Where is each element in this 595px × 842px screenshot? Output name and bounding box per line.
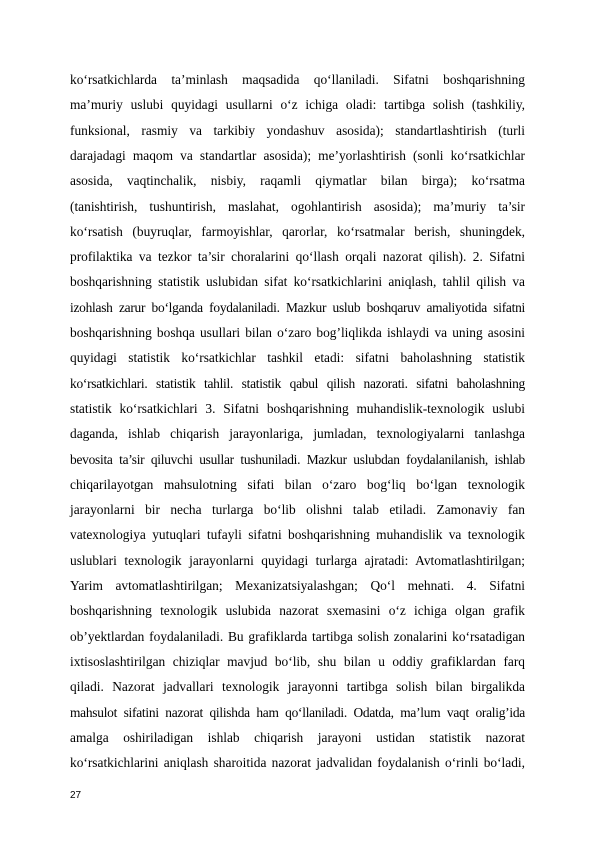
text-line: ko‘rsatish (buyruqlar, farmoyishlar, qarorlar, ko‘rsatmalar berish, shuningdek, (70, 223, 525, 239)
text-line: amalga oshiriladigan ishlab chiqarish jarayoni ustidan statistik nazorat (70, 729, 525, 745)
text-line: funksional, rasmiy va tarkibiy yondashuv asosida); standartlashtirish (turli (70, 122, 525, 138)
text-line: quyidagi statistik ko‘rsatkichlar tashkil etadi: sifatni baholashning statistik (70, 350, 525, 366)
text-line: chiqarilayotgan mahsulotning sifati bilan o‘zaro bog‘liq bo‘lgan texnologik (70, 476, 525, 492)
text-line: izohlash zarur bo‘lganda foydalaniladi. Mazkur uslub boshqaruv amaliyotida sifatni (70, 299, 525, 315)
page-number: 27 (70, 790, 82, 801)
text-line: vatexnologiya yutuqlari tufayli sifatni boshqarishning muhandislik va texnologik (70, 527, 525, 543)
text-line: statistik ko‘rsatkichlari 3. Sifatni boshqarishning muhandislik-texnologik uslubi (70, 400, 525, 416)
text-line: ko‘rsatkichlarini aniqlash sharoitida nazorat jadvalidan foydalanish o‘rinli bo‘ladi, (70, 755, 525, 771)
text-line: asosida, vaqtinchalik, nisbiy, raqamli qiymatlar bilan birga); ko‘rsatma (70, 173, 525, 189)
text-line: daganda, ishlab chiqarish jarayonlariga, jumladan, texnologiyalarni tanlashga (70, 426, 525, 442)
text-line: darajadagi maqom va standartlar asosida); me’yorlashtirish (sonli ko‘rsatkichlar (70, 147, 525, 163)
text-line: Yarim avtomatlashtirilgan; Mexanizatsiyalashgan; Qo‘l mehnati. 4. Sifatni (70, 578, 525, 593)
text-line: profilaktika va tezkor ta’sir choralarini qo‘llash orqali nazorat qilish). 2. Sifatni (70, 249, 525, 265)
text-line: qiladi. Nazorat jadvallari texnologik jarayonni tartibga solish bilan birgalikda (70, 679, 525, 695)
text-line: bevosita ta’sir qiluvchi usullar tushuniladi. Mazkur uslubdan foydalanilanish, ishlab (70, 451, 525, 467)
text-line: boshqarishning texnologik uslubida nazorat sxemasini o‘z ichiga olgan grafik (70, 603, 525, 619)
text-line: ko‘rsatkichlari. statistik tahlil. statistik qabul qilish nazorati. sifatni baholashning (70, 375, 525, 391)
text-line: ixtisoslashtirilgan chiziqlar mavjud bo‘lib, shu bilan u oddiy grafiklardan farq (70, 653, 525, 669)
text-line: ma’muriy uslubi quyidagi usullarni o‘z ichiga oladi: tartibga solish (tashkiliy, (70, 97, 525, 113)
text-line: ob’yektlardan foydalaniladi. Bu grafiklarda tartibga solish zonalarini ko‘rsatadigan (70, 628, 525, 644)
text-line: boshqarishning boshqa usullari bilan o‘zaro bog’liqlikda ishlaydi va uning asosini (70, 325, 525, 340)
text-line: ko‘rsatkichlarda ta’minlash maqsadida qo‘llaniladi. Sifatni boshqarishning (70, 72, 525, 87)
text-line: jarayonlarni bir necha turlarga bo‘lib olishni talab etiladi. Zamonaviy fan (70, 502, 525, 518)
text-line: (tanishtirish, tushuntirish, maslahat, ogohlantirish asosida); ma’muriy ta’sir (70, 198, 525, 214)
text-line: boshqarishning statistik uslubidan sifat ko‘rsatkichlarini aniqlash, tahlil qilish va (70, 274, 525, 290)
text-line: mahsulot sifatini nazorat qilishda ham qo‘llaniladi. Odatda, ma’lum vaqt oralig’ida (70, 704, 525, 720)
text-line: uslublari texnologik jarayonlarni quyidagi turlarga ajratadi: Avtomatlashtirilgan; (70, 552, 525, 568)
